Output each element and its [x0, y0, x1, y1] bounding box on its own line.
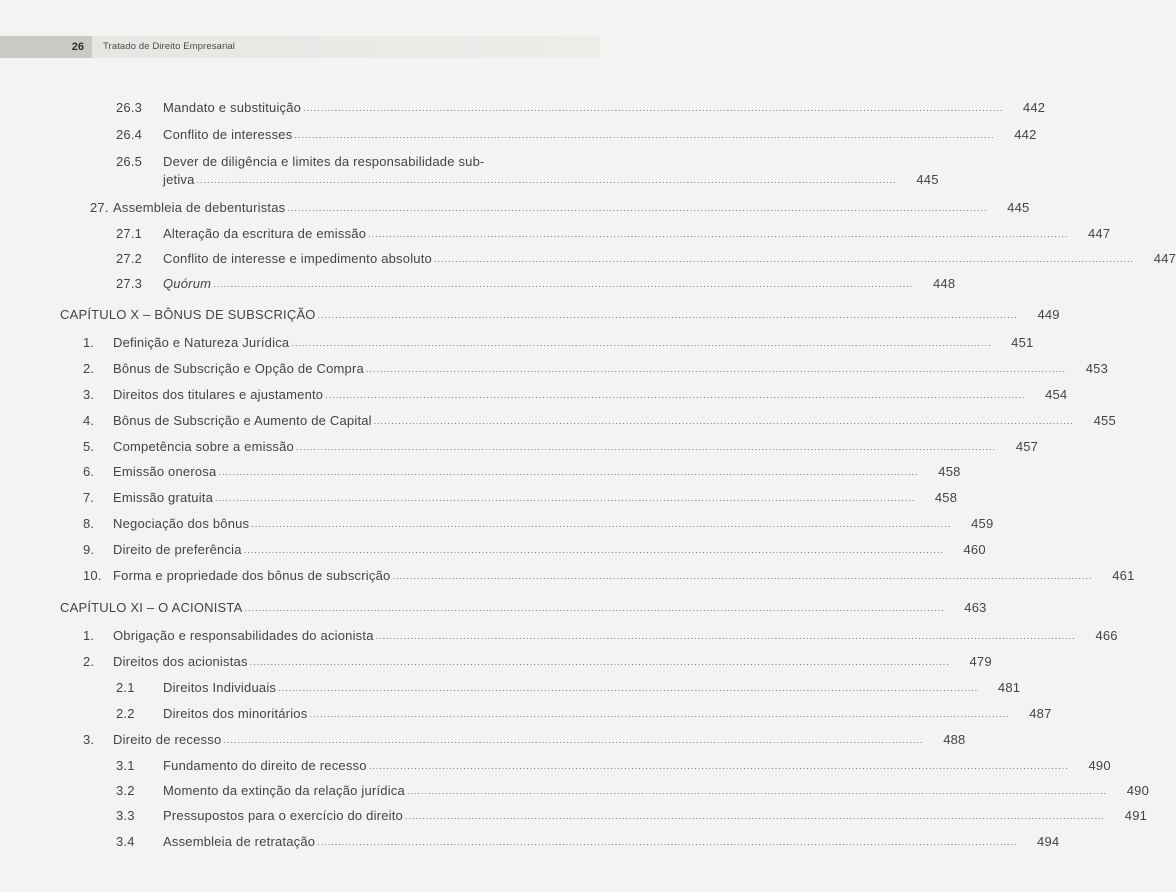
toc-entry-number: 8.: [83, 516, 95, 531]
toc-entry: [83, 542, 986, 557]
toc-entry-title: Bônus de Subscrição e Aumento de Capital: [113, 413, 372, 428]
dot-leader: ........................................................................................................................................................................................................: [223, 735, 924, 745]
toc-entry-page: 448: [932, 276, 956, 291]
toc-entry-page: 466: [1095, 628, 1118, 643]
toc-entry-number: 2.2: [116, 706, 135, 721]
toc-entry-page: 451: [1011, 335, 1034, 350]
dot-leader: ........................................................................................................................................................................................................: [406, 786, 1108, 796]
toc-entry: [83, 413, 1116, 428]
toc-entry: [60, 600, 987, 615]
toc-entry-page: 494: [1037, 834, 1060, 849]
toc-entry: [83, 628, 1118, 643]
toc-entry-title: Emissão onerosa: [113, 464, 217, 479]
toc-entry: [83, 732, 966, 747]
toc-entry-title: Emissão gratuita: [113, 490, 214, 505]
toc-entry-number: 2.: [83, 361, 95, 376]
toc-entry-number: 3.3: [116, 808, 135, 823]
toc-entry-title: Conflito de interesses: [163, 127, 293, 142]
page-number: 26: [71, 41, 84, 53]
toc-entry-number: 3.2: [116, 783, 135, 798]
toc-entry: [83, 464, 961, 479]
toc-entry: [116, 808, 1148, 823]
running-title: Tratado de Direito Empresarial: [103, 41, 236, 52]
toc-entry-number: 6.: [83, 464, 95, 479]
toc-entry-number: 10.: [83, 568, 102, 583]
toc-entry-title: Quórum: [163, 276, 212, 291]
toc-entry-title: Negociação dos bônus: [113, 516, 250, 531]
toc-entry: [116, 154, 565, 169]
toc-entry-title: Momento da extinção da relação jurídica: [163, 783, 405, 798]
toc-entry-number: 2.: [83, 654, 95, 669]
dot-leader: ........................................................................................................................................................................................................: [294, 130, 995, 140]
toc-entry: [83, 568, 1135, 583]
toc-entry: [83, 335, 1034, 350]
dot-leader: ........................................................................................................................................................................................................: [404, 811, 1106, 821]
toc-entry-page: 445: [1007, 200, 1030, 215]
toc-entry-number: 2.1: [116, 680, 135, 695]
toc-entry-page: 447: [1153, 251, 1176, 266]
toc-entry-title: Direito de recesso: [113, 732, 222, 747]
toc-entry-page: 487: [1029, 706, 1052, 721]
toc-entry-number: 3.4: [116, 834, 135, 849]
toc-entry-page: 442: [1022, 100, 1046, 115]
toc-entry-number: 1.: [83, 335, 95, 350]
toc-entry-number: 3.1: [116, 758, 135, 773]
toc-entry-page: 458: [938, 464, 961, 479]
dot-leader: ........................................................................................................................................................................................................: [287, 203, 988, 213]
toc-entry-title: Direitos Individuais: [163, 680, 277, 695]
dot-leader: ........................................................................................................................................................................................................: [244, 603, 945, 613]
toc-entry-number: 1.: [83, 628, 95, 643]
toc-entry-title: Dever de diligência e limites da responsabilidade sub-: [163, 154, 485, 169]
dot-leader: ........................................................................................................................................................................................................: [368, 761, 1069, 771]
toc-entry: [116, 276, 956, 291]
toc-entry-number: 26.4: [116, 127, 143, 142]
toc-entry-title: Direitos dos minoritários: [163, 706, 308, 721]
toc-entry-title: Assembleia de debenturistas: [113, 200, 286, 215]
toc-entry-title: Forma e propriedade dos bônus de subscrição: [113, 568, 391, 583]
toc-entry-number: 26.5: [116, 154, 143, 169]
dot-leader: ........................................................................................................................................................................................................: [433, 254, 1135, 264]
toc-entry: [83, 516, 994, 531]
toc-entry-page: 490: [1088, 758, 1111, 773]
toc-entry-page: 455: [1093, 413, 1116, 428]
toc-entry-page: 457: [1015, 439, 1039, 454]
toc-entry: [83, 654, 992, 669]
toc-entry-title: Conflito de interesse e impedimento absoluto: [163, 251, 432, 266]
toc-entry: [116, 127, 1037, 142]
toc-entry-title: Mandato e substituição: [163, 100, 302, 115]
toc-entry-title-continued: jetiva: [163, 172, 195, 187]
toc-entry-title: Direitos dos titulares e ajustamento: [113, 387, 324, 402]
toc-entry: [83, 387, 1068, 402]
dot-leader: ........................................................................................................................................................................................................: [291, 338, 992, 348]
toc-entry-page: 479: [969, 654, 992, 669]
toc-entry-page: 460: [963, 542, 986, 557]
toc-entry-page: 442: [1014, 127, 1037, 142]
toc-entry-title: Definição e Natureza Jurídica: [113, 335, 290, 350]
toc-entry: [83, 439, 1039, 454]
toc-entry-title: CAPÍTULO X – BÔNUS DE SUBSCRIÇÃO: [60, 307, 316, 322]
toc-entry-continuation: [163, 172, 939, 187]
toc-entry-number: 27.: [90, 200, 109, 215]
toc-entry-page: 445: [916, 172, 939, 187]
dot-leader: ........................................................................................................................................................................................................: [309, 709, 1010, 719]
toc-entry: [116, 226, 1111, 241]
dot-leader: ........................................................................................................................................................................................................: [249, 657, 950, 667]
dot-leader: ........................................................................................................................................................................................................: [215, 493, 916, 503]
toc-entry-number: 4.: [83, 413, 95, 428]
toc-entry-page: 454: [1045, 387, 1068, 402]
dot-leader: ........................................................................................................................................................................................................: [196, 175, 897, 185]
toc-entry: [116, 834, 1060, 849]
dot-leader: ........................................................................................................................................................................................................: [373, 416, 1074, 426]
toc-entry-number: 3.: [83, 387, 95, 402]
toc-entry-title: Direito de preferência: [113, 542, 242, 557]
dot-leader: ........................................................................................................................................................................................................: [251, 519, 952, 529]
toc-entry-page: 453: [1085, 361, 1109, 376]
toc-entry-page: 490: [1126, 783, 1150, 798]
toc-entry-page: 491: [1124, 808, 1148, 823]
dot-leader: ........................................................................................................................................................................................................: [317, 837, 1018, 847]
toc-entry: [90, 200, 1030, 215]
toc-entry-title: CAPÍTULO XI – O ACIONISTA: [60, 600, 243, 615]
toc-entry: [116, 706, 1052, 721]
toc-entry-page: 447: [1087, 226, 1111, 241]
dot-leader: ........................................................................................................................................................................................................: [365, 364, 1067, 374]
dot-leader: ........................................................................................................................................................................................................: [325, 390, 1026, 400]
dot-leader: ........................................................................................................................................................................................................: [317, 310, 1018, 320]
dot-leader: ........................................................................................................................................................................................................: [218, 467, 919, 477]
toc-entry: [116, 783, 1150, 798]
toc-entry-page: 481: [997, 680, 1021, 695]
toc-entry-page: 461: [1112, 568, 1135, 583]
toc-entry-title: Obrigação e responsabilidades do acionista: [113, 628, 374, 643]
toc-entry-page: 459: [971, 516, 994, 531]
toc-entry-number: 5.: [83, 439, 95, 454]
toc-entry-title: Fundamento do direito de recesso: [163, 758, 367, 773]
dot-leader: ........................................................................................................................................................................................................: [375, 631, 1076, 641]
toc-entry-page: 449: [1037, 307, 1060, 322]
toc-entry-title: Pressupostos para o exercício do direito: [163, 808, 403, 823]
dot-leader: ........................................................................................................................................................................................................: [368, 229, 1069, 239]
dot-leader: ........................................................................................................................................................................................................: [303, 103, 1004, 113]
toc-entry-page: 463: [964, 600, 987, 615]
toc-entry-title: Alteração da escritura de emissão: [163, 226, 367, 241]
toc-entry-number: 27.1: [116, 226, 143, 241]
toc-entry: [83, 361, 1109, 376]
toc-entry-number: 27.3: [116, 276, 143, 291]
toc-entry-number: 26.3: [116, 100, 143, 115]
toc-entry-number: 7.: [83, 490, 95, 505]
dot-leader: ........................................................................................................................................................................................................: [213, 279, 914, 289]
dot-leader: ........................................................................................................................................................................................................: [278, 683, 979, 693]
toc-entry: [116, 758, 1111, 773]
dot-leader: ........................................................................................................................................................................................................: [296, 442, 997, 452]
toc-entry: [116, 100, 1046, 115]
toc-entry-title: Competência sobre a emissão: [113, 439, 294, 454]
toc-entry: [116, 251, 1176, 266]
toc-entry-number: 3.: [83, 732, 95, 747]
toc-entry: [60, 307, 1060, 322]
dot-leader: ........................................................................................................................................................................................................: [392, 571, 1093, 581]
toc-entry: [83, 490, 958, 505]
toc-entry-title: Assembleia de retratação: [163, 834, 316, 849]
toc-entry: [116, 680, 1021, 695]
dot-leader: ........................................................................................................................................................................................................: [243, 545, 944, 555]
toc-entry-page: 458: [934, 490, 958, 505]
toc-entry-number: 27.2: [116, 251, 143, 266]
toc-entry-title: Bônus de Subscrição e Opção de Compra: [113, 361, 364, 376]
toc-entry-page: 488: [943, 732, 966, 747]
toc-entry-number: 9.: [83, 542, 95, 557]
toc-entry-title: Direitos dos acionistas: [113, 654, 248, 669]
